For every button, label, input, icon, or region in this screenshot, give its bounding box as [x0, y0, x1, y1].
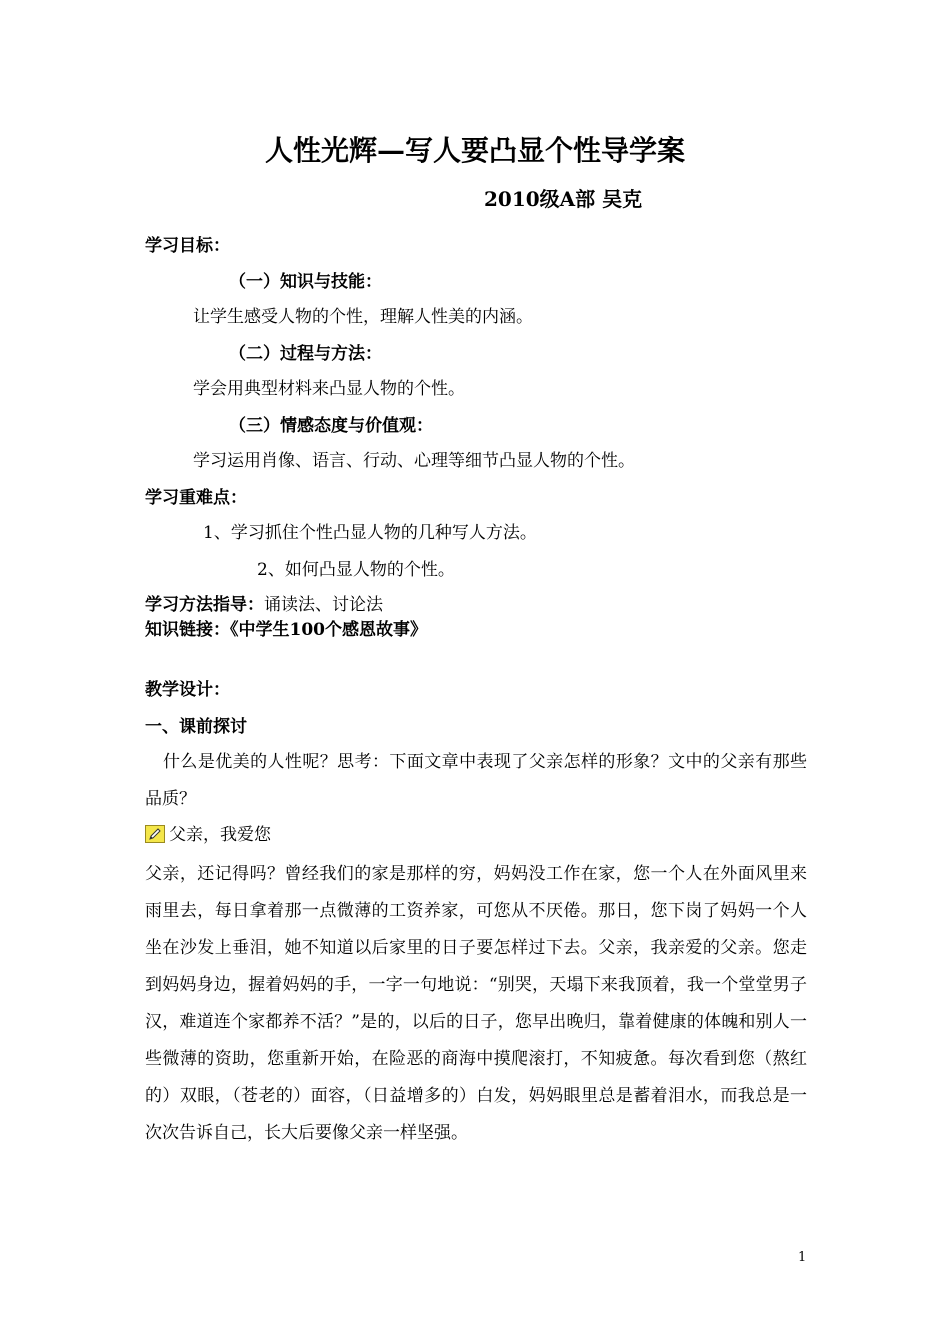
objective-1-text: 让学生感受人物的个性，理解人性美的内涵。 — [193, 307, 533, 327]
pencil-note-icon[interactable] — [145, 825, 165, 843]
objective-2-heading: （二）过程与方法： — [229, 344, 382, 364]
page-number: 1 — [798, 1250, 807, 1265]
objective-2-text: 学会用典型材料来凸显人物的个性。 — [193, 379, 465, 399]
objective-3-text: 学习运用肖像、语言、行动、心理等细节凸显人物的个性。 — [193, 451, 635, 471]
intro-paragraph: 什么是优美的人性呢？思考：下面文章中表现了父亲怎样的形象？文中的父亲有那些品质？ — [145, 752, 807, 809]
page-title: 人性光辉—写人要凸显个性导学案 — [264, 134, 685, 167]
objectives-heading: 学习目标： — [145, 236, 230, 256]
design-heading: 教学设计： — [145, 680, 230, 700]
keypoint-2: 2、如何凸显人物的个性。 — [257, 560, 455, 580]
knowledge-link: 知识链接：《中学生100个感恩故事》 — [145, 620, 427, 640]
method-line — [145, 595, 383, 615]
method-text: 诵读法、讨论法 — [264, 595, 383, 615]
story-title-line — [145, 825, 271, 845]
story-title: 父亲，我爱您 — [169, 825, 271, 845]
section-1-heading: 一、课前探讨 — [145, 717, 247, 737]
keypoint-1: 1、学习抓住个性凸显人物的几种写人方法。 — [203, 523, 537, 543]
objective-3-heading: （三）情感态度与价值观： — [229, 416, 433, 436]
author-byline: 2010级A部 吴克 — [484, 187, 643, 211]
keypoints-heading: 学习重难点： — [145, 488, 247, 508]
story-paragraph: 父亲，还记得吗？曾经我们的家是那样的穷，妈妈没工作在家，您一个人在外面风里来雨里去，每日拿着那一点微薄的工资养家，可您从不厌倦。那日，您下岗了妈妈一个人坐在沙发上垂泪，她不知道以后家里的日子要怎样过下去。父亲，我亲爱的父亲。您走到妈妈身边，握着妈妈的手，一字一句地说：“别哭，天塌下来我顶着，我一个堂堂男子汉，难道连个家都养不活？”是的，以后的日子，您早出晚归，靠着健康的体魄和别人一些微薄的资助，您重新开始，在险恶的商海中摸爬滚打，不知疲惫。每次看到您（熬红的）双眼，（苍老的）面容，（日益增多的）白发，妈妈眼里总是蓄着泪水，而我总是一次次告诉自己，长大后要像父亲一样坚强。 — [145, 864, 807, 1143]
method-label: 学习方法指导： — [145, 595, 264, 615]
objective-1-heading: （一）知识与技能： — [229, 272, 382, 292]
